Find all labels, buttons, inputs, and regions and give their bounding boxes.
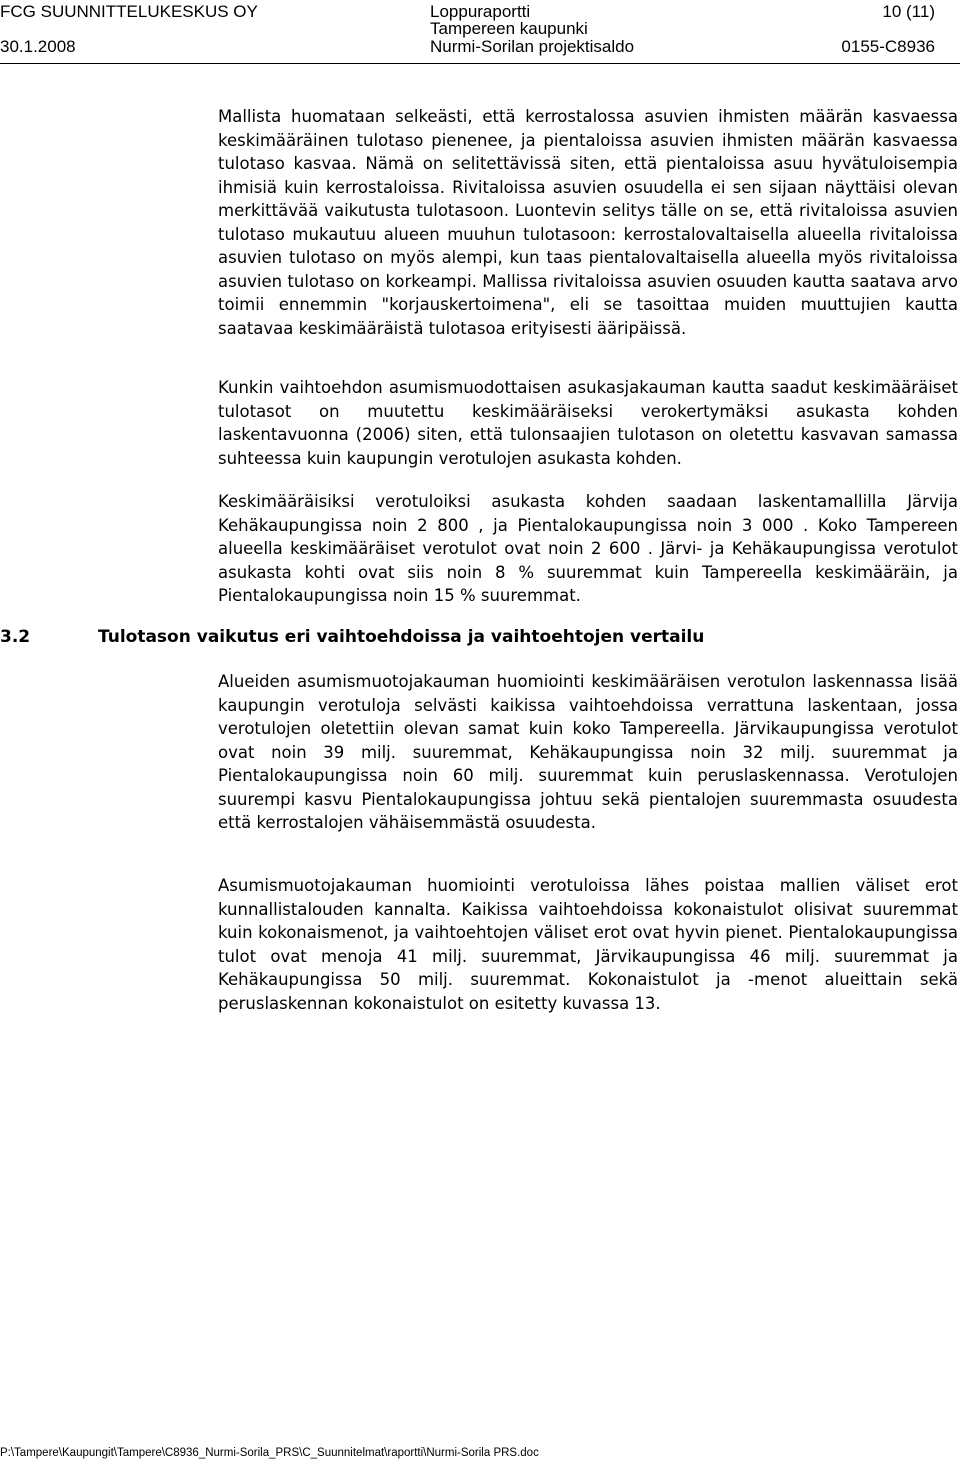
header-divider: [0, 63, 960, 64]
project-code: 0155-C8936: [841, 37, 935, 56]
report-date: 30.1.2008: [0, 37, 76, 56]
client-name: Tampereen kaupunki: [430, 19, 588, 38]
body-paragraph-4: Alueiden asumismuotojakauman huomiointi keskimääräisen verotulon laskennassa lisää kaupungin verotuloja selvästi kaikissa vaihtoehdoissa verrattuna laskentaan, jossa verotulojen oletettiin olevan samat kuin koko Tampereella. Järvikaupungissa verotulot ovat noin 39 milj. suuremmat, Kehäkaupungissa noin 32 milj. suuremmat ja Pientalokaupungissa noin 60 milj. suuremmat kuin peruslaskennassa. Verotulojen suurempi kasvu Pientalokaupungissa johtuu sekä pientalojen suuremmasta osuudesta että kerrostalojen vähäisemmästä osuudesta.: [218, 672, 958, 832]
body-paragraph-2: Kunkin vaihtoehdon asumismuodottaisen asukasjakauman kautta saadut keskimääräiset tulotasot on muutettu keskimääräiseksi verokertymäksi asukasta kohden laskentavuonna (2006) siten, että tulonsaajien tulotason on oletettu kasvavan samassa suhteessa kuin kaupungin verotulojen asukasta kohden.: [218, 378, 958, 468]
company-name: FCG SUUNNITTELUKESKUS OY: [0, 2, 258, 21]
report-type: Loppuraportti: [430, 2, 531, 21]
body-paragraph-3: Keskimääräisiksi verotuloiksi asukasta kohden saadaan laskentamallilla Järvija Kehäkaupungissa noin 2 800 , ja Pientalokaupungissa noin 3 000 . Koko Tampereen alueella keskimääräiset verotulot ovat noin 2 600 . Järvi- ja Kehäkaupungissa verotulot asukasta kohti ovat siis noin 8 % suuremmat kuin Tampereella keskimääräin, ja Pientalokaupungissa noin 15 % suuremmat.: [218, 492, 958, 605]
section-title: Tulotason vaikutus eri vaihtoehdoissa ja vaihtoehtojen vertailu: [98, 627, 705, 647]
body-paragraph-1: Mallista huomataan selkeästi, että kerrostalossa asuvien ihmisten määrän kasvaessa keskimääräinen tulotaso pienenee, ja pientaloissa asuvien ihmisten määrän kasvaessa tulotaso kasvaa. Nämä on selitettävissä siten, että pientaloissa asuu hyvätuloisempia ihmisiä kuin kerrostaloissa. Rivitaloissa asuvien osuudella ei sen sijaan näyttäisi olevan merkittävää vaikutusta tulotasoon. Luontevin selitys tälle on se, että rivitaloissa asuvien tulotaso mukautuu alueen muuhun tulotasoon: kerrostalovaltaisella alueella rivitaloissa asuvien tulotaso on myös alempi, kun taas pientalovaltaisella alueella myös rivitaloissa asuvien tulotaso on korkeampi. Mallissa rivitaloissa asuvien osuuden kautta saatava arvo toimii ennemmin "korjauskertoimena", eli se tasoittaa muiden muuttujien kautta saatavaa keskimääräistä tulotasoa erityisesti ääripäissä.: [218, 107, 958, 338]
section-heading: [0, 624, 960, 650]
body-paragraph-5: Asumismuotojakauman huomiointi verotuloissa lähes poistaa mallien väliset erot kunnallistalouden kannalta. Kaikissa vaihtoehdoissa kokonaistulot olisivat suuremmat kuin kokonaismenot, ja vaihtoehtojen väliset erot ovat hyvin pienet. Pientalokaupungissa tulot ovat menoja 41 milj. suuremmat, Järvikaupungissa 46 milj. suuremmat ja Kehäkaupungissa 50 milj. suuremmat. Kokonaistulot ja -menot alueittain sekä peruslaskennan kokonaistulot on esitetty kuvassa 13.: [218, 876, 958, 1013]
file-path-footer: P:\Tampere\Kaupungit\Tampere\C8936_Nurmi-Sorila_PRS\C_Suunnitelmat\raportti\Nurmi-Sorila PRS.doc: [0, 1447, 539, 1459]
page-number: 10 (11): [882, 2, 935, 21]
project-name: Nurmi-Sorilan projektisaldo: [430, 37, 635, 56]
section-number: 3.2: [0, 627, 31, 647]
